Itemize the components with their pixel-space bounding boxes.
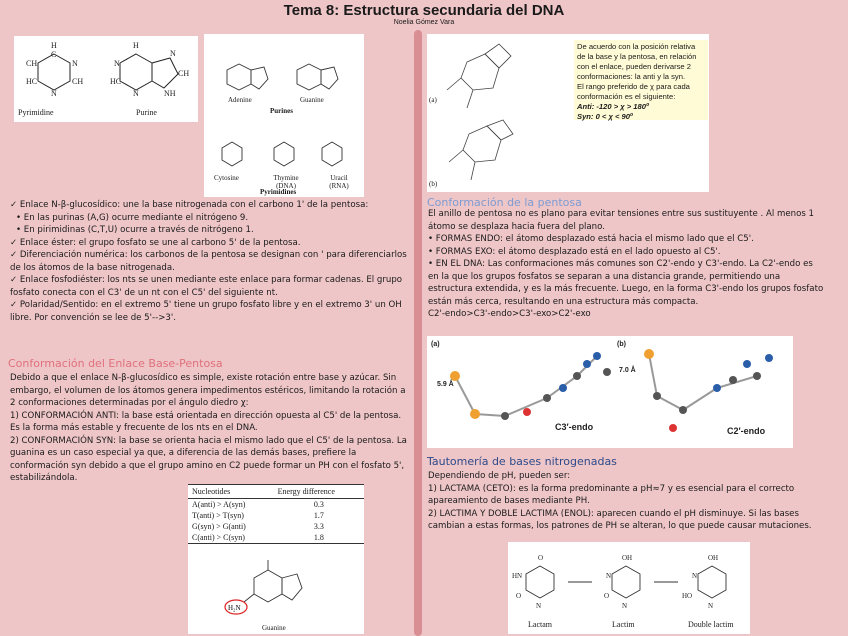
infobox-anti: Anti: -120 > χ > 180º	[577, 102, 649, 111]
svg-text:C: C	[51, 50, 57, 59]
purine-label: Purine	[136, 108, 157, 117]
svg-text:H: H	[133, 41, 139, 50]
svg-text:HC: HC	[110, 77, 122, 86]
section-title-conformation: Conformación del Enlace Base-Pentosa	[8, 357, 223, 370]
pentose-exo: • FORMAS EXO: el átomo desplazado está en el lado opuesto al C5'.	[428, 246, 721, 257]
tautomer-figure	[508, 542, 750, 634]
anti-syn-a-label: (a)	[429, 96, 437, 104]
table-row: A(anti) > A(syn) 0.3	[192, 500, 324, 509]
table-header-nucleotides: Nucleotides	[188, 485, 274, 499]
thymine-label: Thymine (DNA)	[273, 174, 299, 190]
c2-endo-label: C2′-endo	[727, 426, 766, 436]
infobox-intro: De acuerdo con la posición relativa de la base y la pentosa, en relación con el enlace, pueden derivarse 2 conformaciones: la anti y la syn.	[577, 42, 697, 81]
bullet-ester: ✓ Enlace éster: el grupo fosfato se une al carbono 5' de la pentosa.	[10, 237, 301, 248]
conformation-text	[10, 372, 408, 485]
lactam-label: Lactam	[528, 620, 552, 629]
bullet-phosphodiester: ✓ Enlace fosfodiéster: los nts se unen mediante este enlace para formar cadenas. El grupo fosfato conecta con el C3' de un nt con el C5' del siguiente nt.	[10, 275, 403, 298]
nitrogenous-bases-figure	[204, 34, 364, 197]
svg-text:OH: OH	[622, 554, 633, 562]
tautomer-lactam: 1) LACTAMA (CETO): es la forma predominante a pH≈7 y es esencial para el correcto apareamiento de bases mediante PH.	[428, 483, 795, 506]
svg-text:N: N	[692, 572, 698, 580]
double-lactim-label: Double lactim	[688, 620, 734, 629]
svg-text:O: O	[538, 554, 544, 562]
svg-text:N: N	[708, 602, 714, 610]
section-title-pentose: Conformación de la pentosa	[427, 196, 582, 209]
svg-text:N: N	[72, 59, 78, 68]
svg-text:O: O	[516, 592, 522, 600]
svg-text:NH: NH	[164, 89, 176, 98]
svg-text:N: N	[606, 572, 612, 580]
svg-text:O: O	[604, 592, 610, 600]
svg-text:HC: HC	[26, 77, 38, 86]
bullet-purines: • En las purinas (A,G) ocurre mediante el nitrógeno 9.	[16, 212, 249, 223]
table-row: T(anti) > T(syn) 1.7	[192, 511, 324, 520]
sugar-pucker-figure	[427, 336, 793, 448]
c3-endo-label: C3′-endo	[555, 422, 594, 432]
pentose-dna: • EN EL DNA: Las conformaciones más comunes son C2'-endo y C3'-endo. La C2'-endo es en la que los grupos fosfatos se separan a una distancia grande, permitiendo una estructura extendida, y es la más frecuente. Luego, en la forma C3'-endo los grupos fosfato están más cerca, resultando en una estructura más compacta.	[428, 259, 824, 307]
guanine-structure	[188, 552, 364, 632]
pyrimidines-label: Pyrimidines	[260, 188, 297, 196]
guanine-bottom-label: Guanine	[262, 624, 286, 632]
center-divider	[414, 30, 422, 636]
svg-text:CH: CH	[26, 59, 38, 68]
svg-text:HN: HN	[512, 572, 523, 580]
tautomer-lactim: 2) LACTIMA Y DOBLE LACTIMA (ENOL): aparecen cuando el pH disminuye. Si las bases cambian a estas formas, los patrones de PH se alteran, lo que puede causar mutaciones.	[428, 508, 812, 531]
svg-text:N: N	[114, 59, 120, 68]
svg-text:N: N	[622, 602, 628, 610]
conformation-anti: 1) CONFORMACIÓN ANTI: la base está orientada en dirección opuesta al C5' de la pentosa. Es la forma más estable y frecuente de los nts en el DNA.	[10, 410, 402, 433]
sugar-pucker-models	[427, 336, 793, 448]
bullet-polarity: ✓ Polaridad/Sentido: en el extremo 5' tiene un grupo fosfato libre y en el extremo 3' un OH libre. Por convención se lee de 5'-->3'.	[10, 300, 402, 323]
tautomer-intro: Dependiendo de pH, pueden ser:	[428, 471, 571, 481]
lactim-label: Lactim	[612, 620, 635, 629]
pentose-endo: • FORMAS ENDO: el átomo desplazado está hacia el mismo lado que el C5'.	[428, 234, 754, 244]
pentose-order: C2'-endo>C3'-endo>C3'-exo>C2'-exo	[428, 309, 591, 319]
left-bullets	[10, 199, 408, 324]
svg-text:N: N	[170, 49, 176, 58]
cytosine-label: Cytosine	[214, 174, 239, 182]
svg-text:OH: OH	[708, 554, 719, 562]
svg-text:N: N	[51, 89, 57, 98]
chi-angle-infobox	[574, 40, 708, 120]
panel-a-label: (a)	[431, 341, 440, 348]
infobox-range: El rango preferido de χ para cada conformación es el siguiente:	[577, 82, 690, 101]
svg-text:CH: CH	[178, 69, 190, 78]
distance-b-label: 7.0 Å	[619, 367, 636, 374]
bullet-pyrimidines: • En pirimidinas (C,T,U) ocurre a través de nitrógeno 1.	[16, 225, 254, 235]
svg-text:H₂N: H₂N	[228, 604, 241, 612]
adenine-label: Adenine	[228, 96, 252, 104]
infobox-syn: Syn: 0 < χ < 90º	[577, 112, 633, 121]
svg-text:H: H	[51, 41, 57, 50]
bases-structures	[204, 34, 364, 197]
energy-table-figure	[188, 484, 364, 634]
table-row: G(syn) > G(anti) 3.3	[192, 522, 324, 531]
panel-b-label: (b)	[617, 341, 626, 348]
svg-text:HO: HO	[682, 592, 693, 600]
table-header-energy: Energy difference	[274, 485, 364, 499]
distance-a-label: 5.9 Å	[437, 381, 454, 388]
purines-label: Purines	[270, 107, 293, 115]
svg-text:CH: CH	[72, 77, 84, 86]
tautomer-structures	[508, 542, 750, 622]
tautomer-text	[428, 470, 828, 533]
bullet-numbering: ✓ Diferenciación numérica: los carbonos de la pentosa se designan con ' para diferenciarlos de los átomos de la base nitrogenada.	[10, 250, 407, 273]
bullet-glycosidic: ✓ Enlace N-β-glucosídico: une la base nitrogenada con el carbono 1' de la pentosa:	[10, 200, 369, 210]
pentose-text	[428, 208, 826, 321]
pyrimidine-purine-figure	[14, 36, 198, 122]
uracil-label: Uracil (RNA)	[329, 174, 349, 190]
energy-table	[188, 484, 364, 544]
conformation-intro: Debido a que el enlace N-β-glucosídico es simple, existe rotación entre base y azúcar. Sin embargo, el volumen de los átomos genera impedimentos estéricos, limitando la rotación a 2 conformaciones determinadas por el ángulo diedro χ:	[10, 373, 406, 408]
svg-text:N: N	[133, 89, 139, 98]
svg-text:N: N	[536, 602, 542, 610]
page-title: Tema 8: Estructura secundaria del DNA	[283, 2, 565, 19]
conformation-syn: 2) CONFORMACIÓN SYN: la base se orienta hacia el mismo lado que el C5' de la pentosa. La guanina es un caso especial ya que, a diferencia de las demás bases, prefiere la conformación syn debido a que el grupo amino en C2 puede formar un PH con el fosfato 5', estabilizándola.	[10, 435, 407, 483]
table-row: C(anti) > C(syn) 1.8	[188, 532, 364, 544]
pyrimidine-label: Pyrimidine	[18, 108, 54, 117]
guanine-label: Guanine	[300, 96, 324, 104]
pentose-intro: El anillo de pentosa no es plano para evitar tensiones entre sus sustituyente . Al menos 1 átomo se desplaza hacia fuera del plano.	[428, 209, 815, 232]
section-title-tautomer: Tautomería de bases nitrogenadas	[427, 455, 617, 468]
author-name: Noelia Gómez Vara	[393, 19, 455, 26]
anti-syn-structures	[427, 34, 567, 192]
anti-syn-b-label: (b)	[429, 180, 438, 188]
